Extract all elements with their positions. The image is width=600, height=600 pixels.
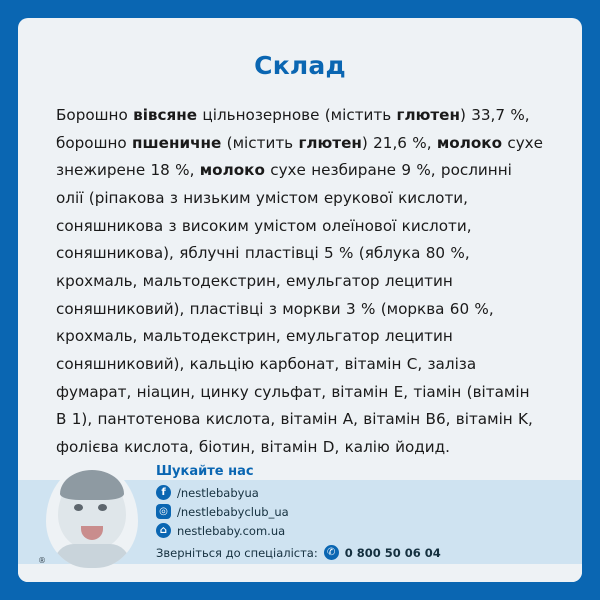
specialist-label: Зверніться до спеціаліста: [156, 545, 318, 560]
footer-content [156, 464, 556, 560]
label-card [18, 18, 582, 582]
website-row[interactable] [156, 523, 556, 538]
ingredients-text: Борошно вівсяне цільнозернове (містить глютен) 33,7 %, борошно пшеничне (містить глютен) 21,6 %, молоко сухе знежирене 18 %, молоко сухе незбиране 9 %, рослинні олії (ріпакова з низьким умістом ерукової кислоти, соняшникова з високим умістом олеїнової кислоти, соняшникова), яблучні пластівці 5 % (яблука 80 %, крохмаль, мальтодекстрин, емульгатор лецитин соняшниковий), пластівці з моркви 3 % (морква 60 %, крохмаль, мальтодекстрин, емульгатор лецитин соняшниковий), кальцію карбонат, вітамін C, заліза фумарат, ніацин, цинку сульфат, вітамін E, тіамін (вітамін B 1), пантотенова кислота, вітамін A, вітамін B6, вітамін K, фолієва кислота, біотин, вітамін D, калію йодид. [56, 106, 544, 456]
find-us-label: Шукайте нас [156, 464, 254, 479]
baby-body [54, 544, 130, 568]
instagram-row[interactable] [156, 504, 556, 519]
baby-eye-left [74, 504, 83, 511]
globe-icon: ⌂ [156, 523, 171, 538]
specialist-row [156, 545, 556, 560]
facebook-handle[interactable]: /nestlebabyua [177, 485, 259, 500]
baby-hair [60, 470, 124, 500]
facebook-row[interactable] [156, 485, 556, 500]
facebook-icon: f [156, 485, 171, 500]
baby-eye-right [98, 504, 107, 511]
phone-icon: ✆ [324, 545, 339, 560]
page-title: Склад [254, 51, 346, 80]
website-url[interactable]: nestlebaby.com.ua [177, 523, 286, 538]
footer [18, 466, 582, 582]
specialist-phone[interactable]: 0 800 50 06 04 [344, 545, 441, 560]
trademark-symbol: ® [38, 556, 46, 565]
instagram-icon: ◎ [156, 504, 171, 519]
nestle-baby-logo [46, 464, 138, 568]
instagram-handle[interactable]: /nestlebabyclub_ua [177, 504, 289, 519]
